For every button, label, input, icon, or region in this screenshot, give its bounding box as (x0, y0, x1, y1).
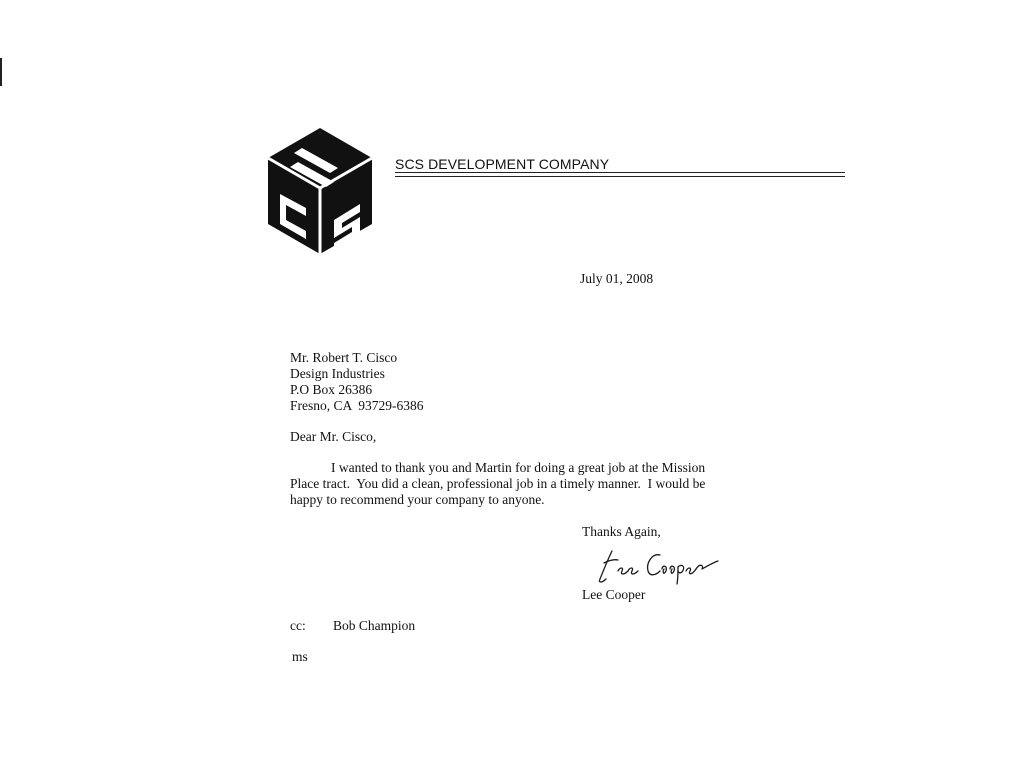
recipient-company: Design Industries (290, 366, 385, 381)
body-paragraph (290, 460, 730, 508)
recipient-name: Mr. Robert T. Cisco (290, 350, 398, 365)
cc-label: cc: (290, 618, 306, 633)
closing: Thanks Again, (582, 524, 661, 539)
salutation: Dear Mr. Cisco, (290, 429, 377, 444)
handwritten-signature-icon (590, 545, 720, 585)
body-line: I wanted to thank you and Martin for doing a great job at the Mission (331, 460, 706, 475)
letterhead-rule-top (395, 172, 845, 173)
body-line: Place tract. You did a clean, professional job in a timely manner. I would be (290, 476, 706, 491)
scs-cube-logo-icon (262, 124, 378, 258)
body-line: happy to recommend your company to anyone. (290, 492, 545, 507)
letter-date: July 01, 2008 (580, 271, 654, 286)
company-name: SCS DEVELOPMENT COMPANY (395, 156, 610, 172)
scan-edge-mark (0, 58, 2, 86)
cc-name: Bob Champion (333, 618, 416, 633)
recipient-po-box: P.O Box 26386 (290, 382, 373, 397)
typist-initials: ms (292, 649, 308, 664)
recipient-address (290, 350, 424, 414)
signer-name: Lee Cooper (582, 587, 646, 602)
recipient-city: Fresno, CA 93729-6386 (290, 398, 424, 413)
letterhead-rule-bottom (395, 176, 845, 177)
